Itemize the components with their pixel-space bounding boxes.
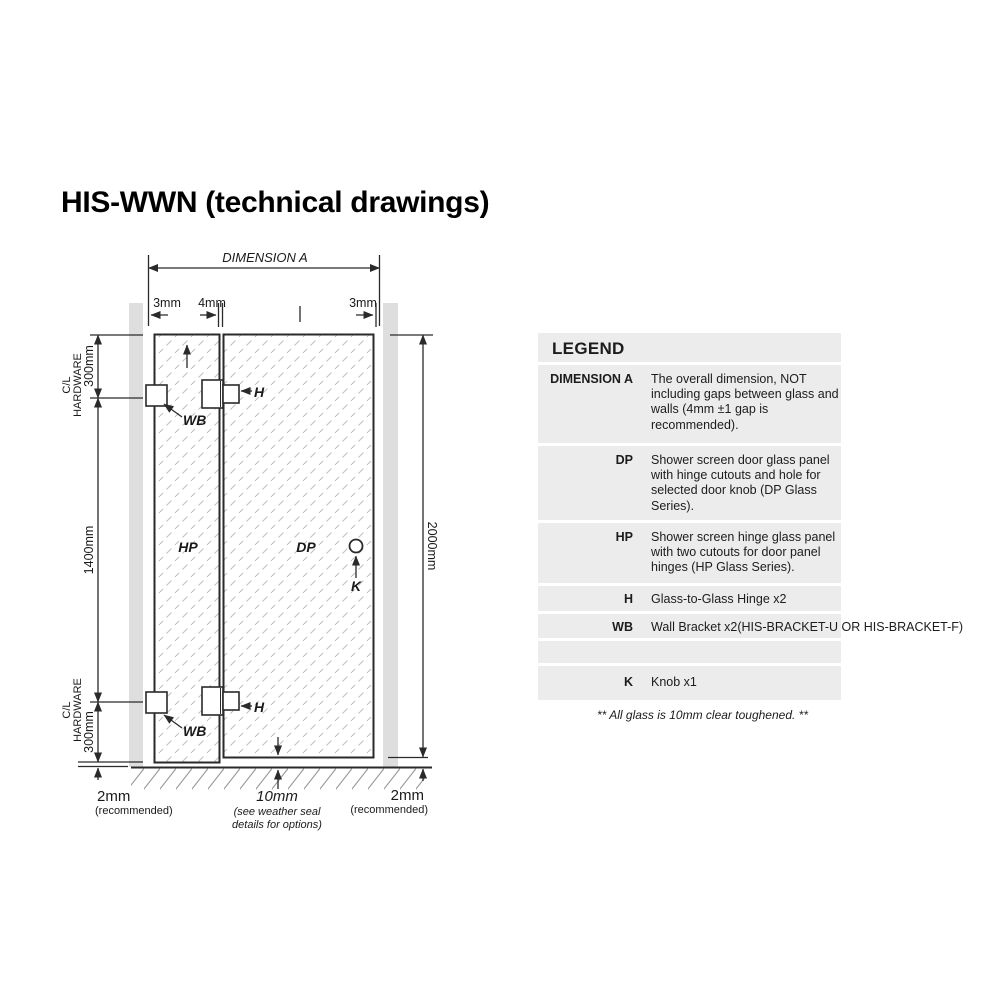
dim-2000-label: 2000mm <box>425 521 439 571</box>
legend-row-empty <box>538 638 841 663</box>
wall-bracket-top <box>146 385 167 406</box>
gap-2mm-left-label: 2mm <box>97 788 131 805</box>
legend-footnote: ** All glass is 10mm clear toughened. ** <box>597 708 808 722</box>
legend-desc: Knob x1 <box>651 675 697 689</box>
knob-hole <box>350 540 363 553</box>
hinge-bottom-body <box>202 687 223 715</box>
gap-middle-label: 4mm <box>198 296 226 310</box>
left-wall <box>129 303 143 767</box>
hinge-bottom-tab <box>223 692 239 710</box>
hinge-top-label: H <box>254 384 265 400</box>
gap-2mm-right-label: 2mm <box>390 787 424 804</box>
legend-panel <box>538 333 964 700</box>
legend-key: H <box>623 592 633 606</box>
legend-heading: LEGEND <box>552 339 625 358</box>
hinge-top-tab <box>223 385 239 403</box>
legend-key: DIMENSION A <box>550 372 633 386</box>
hinge-bottom-label: H <box>254 699 265 715</box>
wall-bracket-top-label: WB <box>183 412 207 428</box>
legend-desc: Glass-to-Glass Hinge x2 <box>651 592 787 606</box>
gap-2mm-left-note: (recommended) <box>95 805 173 817</box>
cl-hardware-top-line1: C/L <box>61 376 73 394</box>
legend-desc: Shower screen hinge glass panel with two cutouts for door panel hinges (HP Glass Series). <box>651 530 836 575</box>
right-wall <box>383 303 398 767</box>
top-gap-dimensions <box>151 296 377 327</box>
legend-row-h <box>538 583 841 611</box>
gap-left-label: 3mm <box>153 296 181 310</box>
dimension-a <box>149 250 380 326</box>
seal-note-line1: (see weather seal <box>233 806 321 818</box>
legend-key: K <box>623 675 633 689</box>
legend-desc: The overall dimension, NOT including gaps between glass and walls (4mm ±1 gap is recommended). <box>651 372 839 432</box>
page-title: HIS-WWN (technical drawings) <box>61 186 490 219</box>
legend-key <box>538 641 633 663</box>
dim-1400-label: 1400mm <box>82 525 96 575</box>
wall-bracket-bottom-label: WB <box>183 723 207 739</box>
dim-300-bottom-label: 300mm <box>82 711 96 753</box>
door-panel-label: DP <box>296 539 316 555</box>
gap-right-label: 3mm <box>349 296 377 310</box>
legend-row-hp <box>538 520 841 583</box>
legend-key: HP <box>615 530 633 544</box>
cl-hardware-bottom-line1: C/L <box>61 701 73 719</box>
legend-desc: Wall Bracket x2(HIS-BRACKET-U OR HIS-BRACKET-F) <box>651 620 964 634</box>
bottom-gap-texts <box>95 787 428 831</box>
legend-desc: Shower screen door glass panel with hinge cutouts and hole for selected door knob (DP Glass Series). <box>651 453 830 513</box>
wall-bracket-bottom <box>146 692 167 713</box>
dim-300-top-label: 300mm <box>82 345 96 387</box>
dimension-a-label: DIMENSION A <box>222 250 308 265</box>
seal-note-line2: details for options) <box>232 819 322 831</box>
legend-row-dimension-a <box>538 362 841 443</box>
hinge-top-body <box>202 380 223 408</box>
legend-row-k <box>538 663 841 700</box>
knob-label: K <box>350 578 362 594</box>
legend-row-dp <box>538 443 841 520</box>
cl-hardware-bottom-line2: HARDWARE <box>72 678 84 742</box>
gap-10mm-label: 10mm <box>256 788 298 805</box>
cl-hardware-top-line2: HARDWARE <box>72 353 84 417</box>
legend-desc <box>651 641 841 663</box>
legend-key: WB <box>612 620 633 634</box>
legend-row-wb <box>538 611 964 638</box>
hinge-panel-label: HP <box>178 539 198 555</box>
gap-2mm-right-note: (recommended) <box>350 804 428 816</box>
legend-key: DP <box>615 453 633 467</box>
